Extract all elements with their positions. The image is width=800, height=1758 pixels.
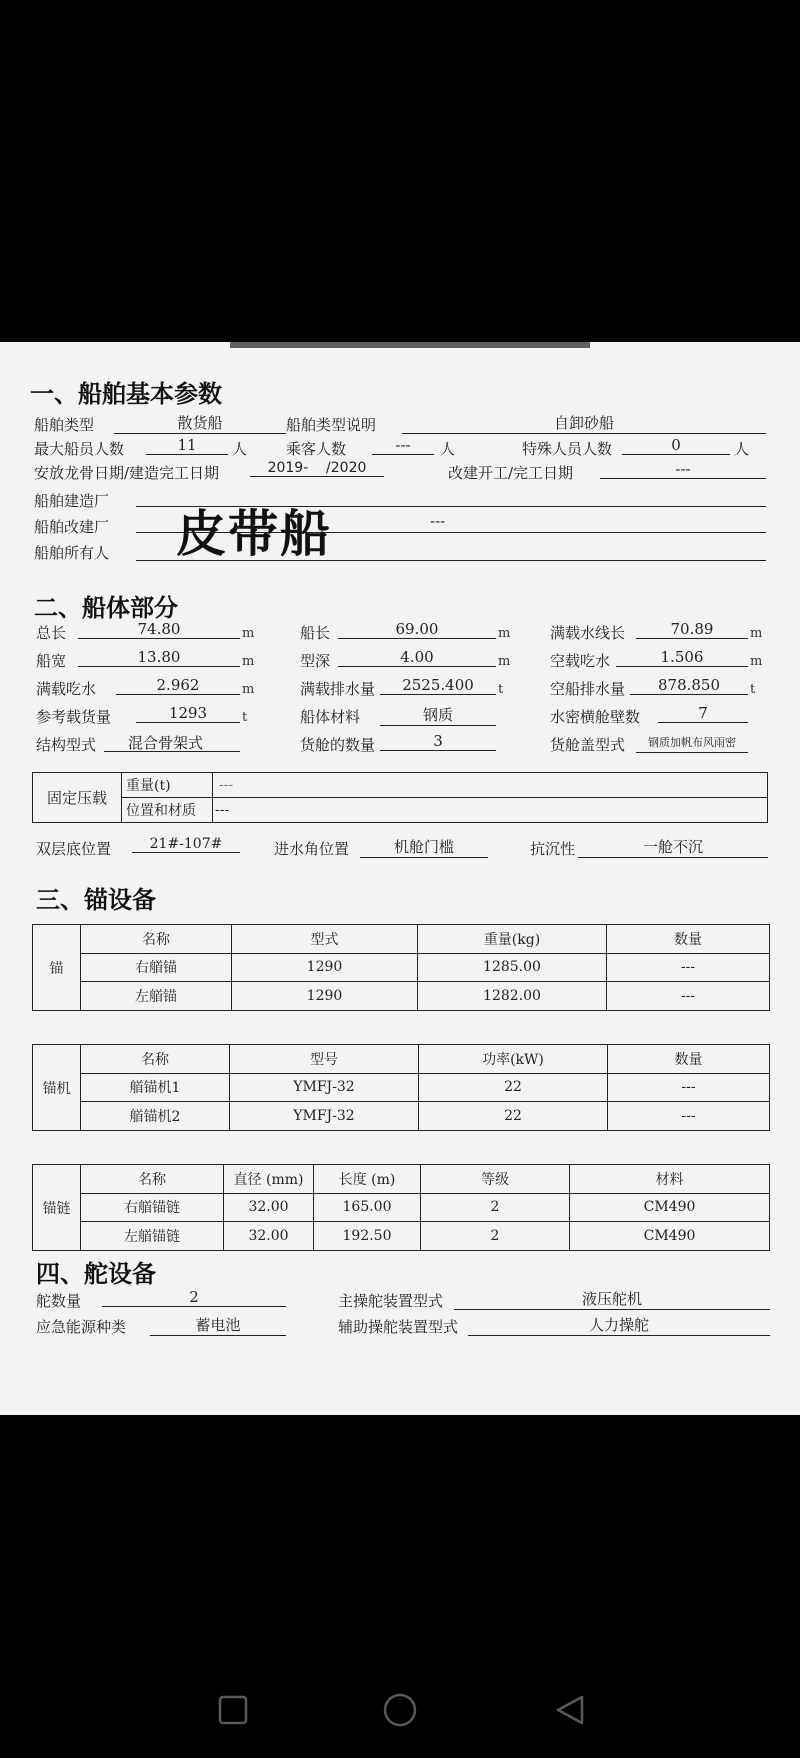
keel-date-value: 2019- /2020 (250, 460, 384, 477)
depth-label: 型深 (300, 652, 331, 670)
chain-name: 左艏锚链 (81, 1222, 224, 1251)
chain-group-label: 锚链 (33, 1165, 81, 1251)
hatch-cover-label: 货舱盖型式 (550, 736, 626, 754)
windlass-power: 22 (419, 1073, 608, 1102)
document-page (0, 342, 800, 1415)
main-steering-label: 主操舵装置型式 (338, 1292, 444, 1310)
table-row (33, 1102, 770, 1131)
windlass-header-name: 名称 (81, 1045, 230, 1074)
aux-steering-value: 人力操舵 (468, 1314, 770, 1336)
rudder-count-value: 2 (102, 1288, 286, 1307)
waterline-length-unit: m (750, 626, 763, 641)
full-draft-unit: m (242, 682, 255, 697)
unsinkability-value: 一舱不沉 (578, 836, 768, 858)
ballast-weight-value: --- (213, 773, 768, 798)
chain-diameter: 32.00 (224, 1222, 314, 1251)
chain-header-name: 名称 (81, 1165, 224, 1194)
chain-length: 165.00 (314, 1193, 421, 1222)
full-displacement-label: 满载排水量 (300, 680, 376, 698)
chain-material: CM490 (570, 1193, 770, 1222)
windlass-qty: --- (608, 1073, 770, 1102)
ballast-weight-label: 重量(t) (122, 773, 213, 798)
ballast-position-value: --- (213, 798, 768, 823)
windlass-header-power: 功率(kW) (419, 1045, 608, 1074)
section-1-title: 一、船舶基本参数 (30, 380, 222, 408)
anchor-name: 右艏锚 (81, 953, 232, 982)
back-button[interactable] (550, 1690, 590, 1730)
aux-steering-label: 辅助操舵装置型式 (338, 1318, 459, 1336)
circle-icon (382, 1692, 418, 1728)
anchor-weight: 1282.00 (418, 982, 607, 1011)
overlay-stamp-text: 皮带船 (176, 505, 332, 563)
beam-label: 船宽 (36, 652, 67, 670)
flood-angle-label: 进水角位置 (274, 840, 350, 858)
light-draft-label: 空载吃水 (550, 652, 611, 670)
bulkhead-count-label: 水密横舱壁数 (550, 708, 641, 726)
ship-type-desc-label: 船舶类型说明 (286, 416, 377, 434)
rebuilder-label: 船舶改建厂 (34, 518, 110, 536)
waterline-length-label: 满载水线长 (550, 624, 626, 642)
light-displacement-unit: t (750, 682, 756, 697)
rebuild-date-value: --- (600, 460, 766, 479)
unsinkability-label: 抗沉性 (530, 840, 576, 858)
windlass-header-qty: 数量 (608, 1045, 770, 1074)
anchor-table (32, 924, 770, 1011)
rebuilder-value: --- (430, 512, 446, 530)
special-persons-value: 0 (622, 436, 730, 455)
table-row (33, 982, 770, 1011)
windlass-group-label: 锚机 (33, 1045, 81, 1131)
main-steering-value: 液压舵机 (454, 1288, 770, 1310)
table-row (33, 953, 770, 982)
anchor-name: 左艏锚 (81, 982, 232, 1011)
special-persons-label: 特殊人员人数 (522, 440, 613, 458)
chain-header-diameter: 直径 (mm) (224, 1165, 314, 1194)
ship-type-label: 船舶类型 (34, 416, 95, 434)
square-icon (218, 1695, 248, 1725)
max-crew-value: 11 (146, 436, 228, 455)
chain-table (32, 1164, 770, 1251)
ship-length-label: 船长 (300, 624, 331, 642)
full-displacement-unit: t (498, 682, 504, 697)
anchor-type: 1290 (232, 982, 418, 1011)
passengers-value: --- (372, 436, 434, 455)
section-4-title: 四、舵设备 (36, 1260, 156, 1288)
windlass-table (32, 1044, 770, 1131)
hull-material-label: 船体材料 (300, 708, 361, 726)
anchor-qty: --- (607, 953, 770, 982)
anchor-weight: 1285.00 (418, 953, 607, 982)
windlass-model: YMFJ-32 (230, 1073, 419, 1102)
anchor-type: 1290 (232, 953, 418, 982)
structure-type-label: 结构型式 (36, 736, 97, 754)
anchor-group-label: 锚 (33, 925, 81, 1011)
emergency-power-label: 应急能源种类 (36, 1318, 127, 1336)
passengers-unit: 人 (440, 440, 456, 458)
table-row (33, 1193, 770, 1222)
overall-length-label: 总长 (36, 624, 67, 642)
beam-value: 13.80 (78, 648, 240, 667)
ship-length-value: 69.00 (338, 620, 496, 639)
recent-apps-button[interactable] (213, 1690, 253, 1730)
ship-type-value: 散货船 (114, 412, 286, 434)
hatch-cover-value: 钢质加帆布风雨密 (636, 734, 748, 753)
chain-name: 右艏锚链 (81, 1193, 224, 1222)
overall-length-unit: m (242, 626, 255, 641)
anchor-header-weight: 重量(kg) (418, 925, 607, 954)
hull-material-value: 钢质 (380, 704, 496, 726)
owner-label: 船舶所有人 (34, 544, 110, 562)
flood-angle-value: 机舱门槛 (360, 836, 488, 858)
cropped-title-fragment (230, 342, 590, 348)
chain-material: CM490 (570, 1222, 770, 1251)
windlass-model: YMFJ-32 (230, 1102, 419, 1131)
windlass-name: 艏锚机1 (81, 1073, 230, 1102)
windlass-header-model: 型号 (230, 1045, 419, 1074)
bulkhead-count-value: 7 (658, 704, 748, 723)
ballast-group-label: 固定压载 (33, 773, 122, 823)
rebuild-date-label: 改建开工/完工日期 (448, 464, 574, 482)
chain-header-material: 材料 (570, 1165, 770, 1194)
light-displacement-label: 空船排水量 (550, 680, 626, 698)
cargo-capacity-label: 参考载货量 (36, 708, 112, 726)
ship-length-unit: m (498, 626, 511, 641)
depth-unit: m (498, 654, 511, 669)
section-3-title: 三、锚设备 (36, 886, 156, 914)
anchor-header-type: 型式 (232, 925, 418, 954)
chain-grade: 2 (421, 1193, 570, 1222)
table-row (33, 1073, 770, 1102)
table-row (33, 1222, 770, 1251)
overall-length-value: 74.80 (78, 620, 240, 639)
passengers-label: 乘客人数 (286, 440, 347, 458)
cargo-hold-count-label: 货舱的数量 (300, 736, 376, 754)
max-crew-label: 最大船员人数 (34, 440, 125, 458)
section-2-title: 二、船体部分 (34, 594, 178, 622)
beam-unit: m (242, 654, 255, 669)
special-persons-unit: 人 (734, 440, 750, 458)
emergency-power-value: 蓄电池 (150, 1314, 286, 1336)
full-draft-value: 2.962 (116, 676, 240, 695)
full-displacement-value: 2525.400 (380, 676, 496, 695)
double-bottom-value: 21#-107# (132, 836, 240, 853)
ship-type-desc-value: 自卸砂船 (402, 412, 766, 434)
triangle-back-icon (554, 1694, 586, 1726)
builder-label: 船舶建造厂 (34, 492, 110, 510)
waterline-length-value: 70.89 (636, 620, 748, 639)
light-draft-unit: m (750, 654, 763, 669)
double-bottom-label: 双层底位置 (36, 840, 112, 858)
rudder-count-label: 舵数量 (36, 1292, 82, 1310)
chain-header-length: 长度 (m) (314, 1165, 421, 1194)
chain-length: 192.50 (314, 1222, 421, 1251)
fixed-ballast-table (32, 772, 768, 823)
keel-date-label: 安放龙骨日期/建造完工日期 (34, 464, 220, 482)
ballast-position-label: 位置和材质 (122, 798, 213, 823)
windlass-name: 艏锚机2 (81, 1102, 230, 1131)
full-draft-label: 满载吃水 (36, 680, 97, 698)
windlass-power: 22 (419, 1102, 608, 1131)
cargo-capacity-unit: t (242, 710, 248, 725)
cargo-capacity-value: 1293 (136, 704, 240, 723)
max-crew-unit: 人 (232, 440, 248, 458)
home-button[interactable] (380, 1690, 420, 1730)
light-draft-value: 1.506 (616, 648, 748, 667)
depth-value: 4.00 (338, 648, 496, 667)
cargo-hold-count-value: 3 (380, 732, 496, 751)
anchor-qty: --- (607, 982, 770, 1011)
light-displacement-value: 878.850 (630, 676, 748, 695)
chain-header-grade: 等级 (421, 1165, 570, 1194)
chain-grade: 2 (421, 1222, 570, 1251)
windlass-qty: --- (608, 1102, 770, 1131)
anchor-header-qty: 数量 (607, 925, 770, 954)
structure-type-value: 混合骨架式 (104, 732, 240, 752)
anchor-header-name: 名称 (81, 925, 232, 954)
chain-diameter: 32.00 (224, 1193, 314, 1222)
